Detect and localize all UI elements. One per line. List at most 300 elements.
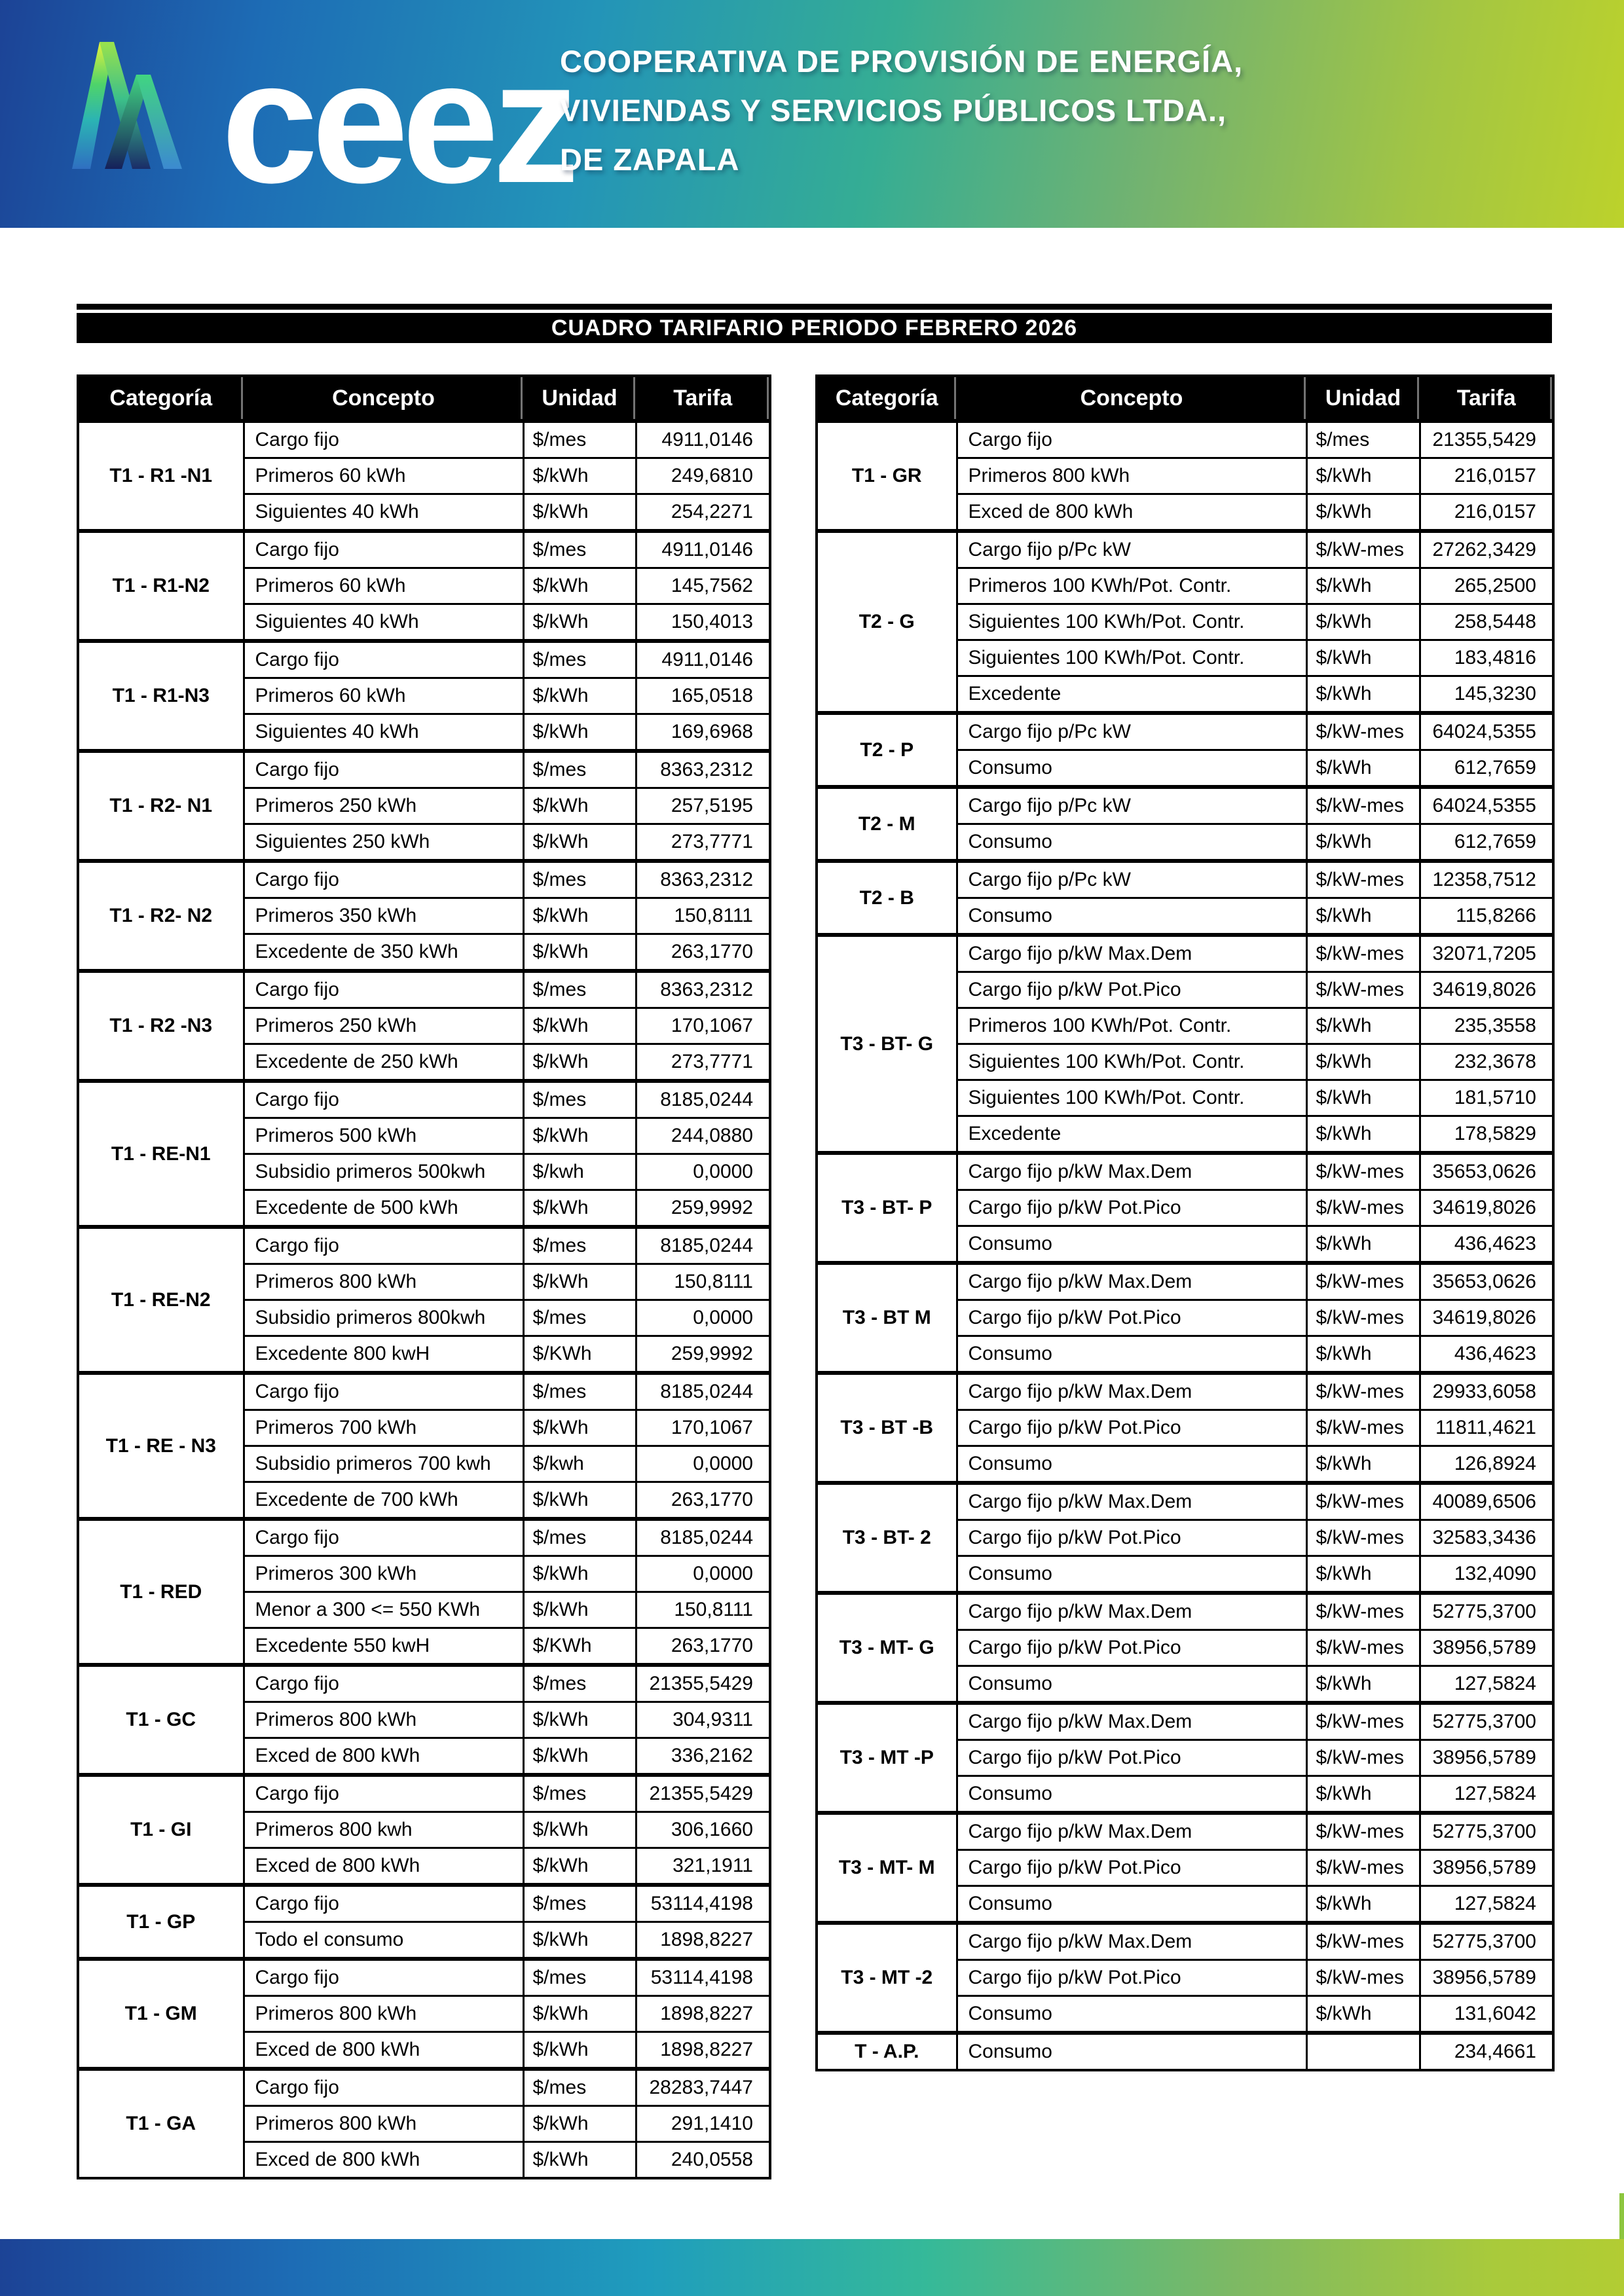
table-row bbox=[817, 2033, 1553, 2070]
unit-cell: $/kWh bbox=[1306, 1226, 1420, 1264]
tarifa-cell: 436,4623 bbox=[1420, 1226, 1553, 1264]
tarifa-cell: 216,0157 bbox=[1420, 494, 1553, 532]
tarifa-cell: 612,7659 bbox=[1420, 824, 1553, 862]
unit-cell: $/kWh bbox=[1306, 604, 1420, 640]
concept-cell: Excedente 800 kwH bbox=[244, 1336, 523, 1374]
concept-cell: Cargo fijo p/Pc kW bbox=[957, 531, 1306, 568]
header-banner bbox=[0, 0, 1624, 228]
table-row bbox=[817, 421, 1553, 458]
tarifa-cell: 263,1770 bbox=[636, 1482, 770, 1520]
unit-cell: $/kWh bbox=[1306, 1116, 1420, 1154]
tarifa-cell: 240,0558 bbox=[636, 2142, 770, 2179]
ceez-logo bbox=[52, 25, 573, 219]
tarifa-cell: 132,4090 bbox=[1420, 1556, 1553, 1594]
tarifa-cell: 38956,5789 bbox=[1420, 1960, 1553, 1996]
table-row bbox=[78, 531, 770, 568]
concept-cell: Cargo fijo p/Pc kW bbox=[957, 713, 1306, 750]
unit-cell: $/kW-mes bbox=[1306, 531, 1420, 568]
unit-cell: $/kWh bbox=[1306, 1776, 1420, 1813]
unit-cell: $/kW-mes bbox=[1306, 1960, 1420, 1996]
concept-cell: Primeros 300 kWh bbox=[244, 1556, 523, 1592]
unit-cell: $/kWh bbox=[523, 1044, 636, 1082]
unit-cell: $/kWh bbox=[1306, 458, 1420, 494]
concept-cell: Cargo fijo bbox=[244, 531, 523, 568]
concept-cell: Exced de 800 kWh bbox=[244, 2032, 523, 2069]
concept-cell: Primeros 350 kWh bbox=[244, 898, 523, 934]
tarifa-cell: 0,0000 bbox=[636, 1154, 770, 1190]
table-row bbox=[817, 787, 1553, 824]
table-row bbox=[78, 1959, 770, 1996]
tarifa-cell: 126,8924 bbox=[1420, 1446, 1553, 1484]
tarifa-cell: 259,9992 bbox=[636, 1336, 770, 1374]
table-row bbox=[78, 1373, 770, 1410]
concept-cell: Cargo fijo p/kW Max.Dem bbox=[957, 935, 1306, 972]
concept-cell: Consumo bbox=[957, 1776, 1306, 1813]
tarifa-cell: 115,8266 bbox=[1420, 898, 1553, 936]
table-row bbox=[817, 713, 1553, 750]
concept-cell: Cargo fijo p/kW Pot.Pico bbox=[957, 1850, 1306, 1886]
concept-cell: Primeros 800 kWh bbox=[957, 458, 1306, 494]
unit-cell: $/kWh bbox=[523, 678, 636, 714]
concept-cell: Cargo fijo p/kW Pot.Pico bbox=[957, 1960, 1306, 1996]
concept-cell: Consumo bbox=[957, 1556, 1306, 1594]
tarifa-cell: 0,0000 bbox=[636, 1300, 770, 1336]
concept-cell: Primeros 800 kWh bbox=[244, 1996, 523, 2032]
unit-cell: $/kWh bbox=[523, 1118, 636, 1154]
tarifa-cell: 53114,4198 bbox=[636, 1885, 770, 1922]
column-header-tarifa: Tarifa bbox=[636, 376, 770, 421]
unit-cell: $/kWh bbox=[523, 898, 636, 934]
tarifa-cell: 34619,8026 bbox=[1420, 972, 1553, 1008]
concept-cell: Cargo fijo p/Pc kW bbox=[957, 787, 1306, 824]
concept-cell: Subsidio primeros 700 kwh bbox=[244, 1446, 523, 1482]
concept-cell: Primeros 250 kWh bbox=[244, 1008, 523, 1044]
tarifa-cell: 21355,5429 bbox=[1420, 421, 1553, 458]
table-row bbox=[78, 751, 770, 788]
concept-cell: Cargo fijo p/kW Max.Dem bbox=[957, 1153, 1306, 1190]
unit-cell: $/kW-mes bbox=[1306, 713, 1420, 750]
tarifa-cell: 273,7771 bbox=[636, 824, 770, 862]
unit-cell: $/kWh bbox=[523, 1996, 636, 2032]
concept-cell: Cargo fijo bbox=[244, 751, 523, 788]
concept-cell: Consumo bbox=[957, 1446, 1306, 1484]
concept-cell: Consumo bbox=[957, 750, 1306, 788]
table-row bbox=[817, 1923, 1553, 1960]
unit-cell: $/kW-mes bbox=[1306, 935, 1420, 972]
unit-cell: $/kWh bbox=[523, 568, 636, 604]
category-cell: T3 - BT- G bbox=[817, 935, 957, 1153]
concept-cell: Cargo fijo bbox=[244, 421, 523, 458]
table-row bbox=[817, 1153, 1553, 1190]
concept-cell: Cargo fijo bbox=[244, 1373, 523, 1410]
unit-cell: $/mes bbox=[523, 751, 636, 788]
tarifa-cell: 291,1410 bbox=[636, 2106, 770, 2142]
logo-text: ceez bbox=[221, 25, 573, 219]
unit-cell: $/kWh bbox=[523, 2032, 636, 2069]
concept-cell: Siguientes 100 KWh/Pot. Contr. bbox=[957, 1080, 1306, 1116]
concept-cell: Primeros 60 kWh bbox=[244, 568, 523, 604]
unit-cell: $/kW-mes bbox=[1306, 1263, 1420, 1300]
category-cell: T3 - BT M bbox=[817, 1263, 957, 1373]
unit-cell: $/kWh bbox=[523, 2142, 636, 2179]
unit-cell: $/kW-mes bbox=[1306, 1410, 1420, 1446]
table-row bbox=[78, 861, 770, 898]
unit-cell: $/kW-mes bbox=[1306, 972, 1420, 1008]
tarifa-cell: 8185,0244 bbox=[636, 1519, 770, 1556]
concept-cell: Cargo fijo bbox=[244, 1885, 523, 1922]
tarifa-cell: 40089,6506 bbox=[1420, 1483, 1553, 1520]
tarifa-cell: 32071,7205 bbox=[1420, 935, 1553, 972]
category-cell: T1 - R2- N2 bbox=[78, 861, 244, 971]
tarifa-cell: 38956,5789 bbox=[1420, 1850, 1553, 1886]
category-cell: T3 - BT- P bbox=[817, 1153, 957, 1263]
unit-cell: $/mes bbox=[523, 1300, 636, 1336]
concept-cell: Siguientes 40 kWh bbox=[244, 604, 523, 642]
concept-cell: Excedente bbox=[957, 1116, 1306, 1154]
tarifa-cell: 263,1770 bbox=[636, 934, 770, 972]
table-row bbox=[817, 1593, 1553, 1630]
concept-cell: Subsidio primeros 500kwh bbox=[244, 1154, 523, 1190]
unit-cell: $/kW-mes bbox=[1306, 1630, 1420, 1666]
tarifa-cell: 257,5195 bbox=[636, 788, 770, 824]
tarifa-cell: 64024,5355 bbox=[1420, 787, 1553, 824]
tariff-table bbox=[815, 374, 1555, 2071]
concept-cell: Cargo fijo bbox=[244, 1519, 523, 1556]
unit-cell: $/kW-mes bbox=[1306, 1300, 1420, 1336]
concept-cell: Primeros 500 kWh bbox=[244, 1118, 523, 1154]
category-cell: T1 - R1-N3 bbox=[78, 641, 244, 751]
table-row bbox=[78, 1227, 770, 1264]
concept-cell: Siguientes 100 KWh/Pot. Contr. bbox=[957, 604, 1306, 640]
concept-cell: Siguientes 100 KWh/Pot. Contr. bbox=[957, 640, 1306, 676]
concept-cell: Primeros 60 kWh bbox=[244, 678, 523, 714]
tarifa-cell: 216,0157 bbox=[1420, 458, 1553, 494]
concept-cell: Cargo fijo p/kW Pot.Pico bbox=[957, 972, 1306, 1008]
concept-cell: Primeros 100 KWh/Pot. Contr. bbox=[957, 1008, 1306, 1044]
category-cell: T1 - RE-N1 bbox=[78, 1081, 244, 1227]
unit-cell: $/mes bbox=[523, 1519, 636, 1556]
unit-cell: $/kW-mes bbox=[1306, 1740, 1420, 1776]
tarifa-cell: 150,8111 bbox=[636, 1592, 770, 1628]
unit-cell: $/kW-mes bbox=[1306, 1813, 1420, 1850]
concept-cell: Cargo fijo p/kW Max.Dem bbox=[957, 1373, 1306, 1410]
tarifa-cell: 336,2162 bbox=[636, 1738, 770, 1776]
unit-cell: $/kWh bbox=[523, 1592, 636, 1628]
tarifa-cell: 8363,2312 bbox=[636, 751, 770, 788]
tarifa-cell: 232,3678 bbox=[1420, 1044, 1553, 1080]
organization-name-line: COOPERATIVA DE PROVISIÓN DE ENERGÍA, bbox=[560, 44, 1244, 79]
concept-cell: Excedente de 500 kWh bbox=[244, 1190, 523, 1228]
concept-cell: Consumo bbox=[957, 1666, 1306, 1704]
unit-cell: $/mes bbox=[523, 1081, 636, 1118]
concept-cell: Cargo fijo bbox=[244, 1665, 523, 1702]
category-cell: T3 - BT -B bbox=[817, 1373, 957, 1483]
concept-cell: Cargo fijo p/kW Max.Dem bbox=[957, 1263, 1306, 1300]
tarifa-cell: 273,7771 bbox=[636, 1044, 770, 1082]
tarifa-cell: 4911,0146 bbox=[636, 531, 770, 568]
tarifa-cell: 35653,0626 bbox=[1420, 1153, 1553, 1190]
tarifa-cell: 254,2271 bbox=[636, 494, 770, 532]
unit-cell: $/kWh bbox=[1306, 898, 1420, 936]
category-cell: T1 - RED bbox=[78, 1519, 244, 1665]
category-cell: T2 - P bbox=[817, 713, 957, 787]
unit-cell: $/kW-mes bbox=[1306, 1850, 1420, 1886]
tarifa-cell: 38956,5789 bbox=[1420, 1740, 1553, 1776]
tarifa-cell: 1898,8227 bbox=[636, 1922, 770, 1959]
unit-cell: $/kWh bbox=[1306, 676, 1420, 714]
unit-cell: $/kWh bbox=[523, 1008, 636, 1044]
concept-cell: Primeros 700 kWh bbox=[244, 1410, 523, 1446]
unit-cell: $/kWh bbox=[523, 458, 636, 494]
unit-cell: $/kWh bbox=[1306, 1080, 1420, 1116]
table-row bbox=[817, 531, 1553, 568]
tarifa-cell: 165,0518 bbox=[636, 678, 770, 714]
tarifa-cell: 178,5829 bbox=[1420, 1116, 1553, 1154]
category-cell: T3 - BT- 2 bbox=[817, 1483, 957, 1593]
unit-cell: $/KWh bbox=[523, 1628, 636, 1666]
unit-cell: $/kW-mes bbox=[1306, 1923, 1420, 1960]
concept-cell: Consumo bbox=[957, 824, 1306, 862]
category-cell: T2 - G bbox=[817, 531, 957, 713]
category-cell: T1 - GI bbox=[78, 1775, 244, 1885]
tarifa-cell: 52775,3700 bbox=[1420, 1813, 1553, 1850]
tarifa-cell: 4911,0146 bbox=[636, 641, 770, 678]
tarifa-cell: 11811,4621 bbox=[1420, 1410, 1553, 1446]
unit-cell: $/kWh bbox=[523, 1482, 636, 1520]
concept-cell: Primeros 800 kWh bbox=[244, 1264, 523, 1300]
concept-cell: Primeros 800 kWh bbox=[244, 1702, 523, 1738]
tarifa-cell: 0,0000 bbox=[636, 1446, 770, 1482]
unit-cell: $/mes bbox=[523, 421, 636, 458]
tarifa-cell: 183,4816 bbox=[1420, 640, 1553, 676]
table-row bbox=[817, 1813, 1553, 1850]
unit-cell: $/kWh bbox=[1306, 1666, 1420, 1704]
tarifa-cell: 52775,3700 bbox=[1420, 1923, 1553, 1960]
organization-name bbox=[560, 37, 1542, 184]
unit-cell: $/kWh bbox=[1306, 1336, 1420, 1374]
tarifa-cell: 64024,5355 bbox=[1420, 713, 1553, 750]
unit-cell: $/kWh bbox=[523, 1556, 636, 1592]
unit-cell: $/kWh bbox=[523, 1922, 636, 1959]
concept-cell: Cargo fijo p/kW Max.Dem bbox=[957, 1593, 1306, 1630]
tarifa-cell: 259,9992 bbox=[636, 1190, 770, 1228]
category-cell: T2 - B bbox=[817, 861, 957, 935]
unit-cell: $/kWh bbox=[523, 1702, 636, 1738]
table-row bbox=[817, 1263, 1553, 1300]
tarifa-cell: 131,6042 bbox=[1420, 1996, 1553, 2033]
tarifa-cell: 145,7562 bbox=[636, 568, 770, 604]
unit-cell: $/kWh bbox=[523, 934, 636, 972]
concept-cell: Cargo fijo p/kW Max.Dem bbox=[957, 1923, 1306, 1960]
unit-cell: $/kW-mes bbox=[1306, 861, 1420, 898]
category-cell: T1 - GA bbox=[78, 2069, 244, 2178]
concept-cell: Primeros 60 kWh bbox=[244, 458, 523, 494]
concept-cell: Siguientes 40 kWh bbox=[244, 494, 523, 532]
tarifa-cell: 234,4661 bbox=[1420, 2033, 1553, 2070]
tarifa-cell: 145,3230 bbox=[1420, 676, 1553, 714]
unit-cell: $/kWh bbox=[523, 1848, 636, 1886]
tarifa-cell: 304,9311 bbox=[636, 1702, 770, 1738]
unit-cell: $/kWh bbox=[1306, 1446, 1420, 1484]
concept-cell: Excedente bbox=[957, 676, 1306, 714]
tarifa-cell: 235,3558 bbox=[1420, 1008, 1553, 1044]
concept-cell: Consumo bbox=[957, 1886, 1306, 1923]
tariff-table-right-container bbox=[815, 374, 1555, 2071]
unit-cell: $/kWh bbox=[1306, 1556, 1420, 1594]
tarifa-cell: 306,1660 bbox=[636, 1812, 770, 1848]
tarifa-cell: 52775,3700 bbox=[1420, 1593, 1553, 1630]
tarifa-cell: 34619,8026 bbox=[1420, 1190, 1553, 1226]
category-cell: T1 - R1-N2 bbox=[78, 531, 244, 641]
concept-cell: Cargo fijo p/kW Pot.Pico bbox=[957, 1190, 1306, 1226]
concept-cell: Primeros 100 KWh/Pot. Contr. bbox=[957, 568, 1306, 604]
concept-cell: Excedente de 350 kWh bbox=[244, 934, 523, 972]
concept-cell: Cargo fijo p/kW Max.Dem bbox=[957, 1483, 1306, 1520]
unit-cell: $/mes bbox=[523, 1665, 636, 1702]
tarifa-cell: 28283,7447 bbox=[636, 2069, 770, 2106]
unit-cell: $/kwh bbox=[523, 1154, 636, 1190]
unit-cell: $/kWh bbox=[523, 824, 636, 862]
concept-cell: Cargo fijo bbox=[244, 1775, 523, 1812]
tarifa-cell: 8185,0244 bbox=[636, 1373, 770, 1410]
concept-cell: Primeros 250 kWh bbox=[244, 788, 523, 824]
unit-cell: $/KWh bbox=[523, 1336, 636, 1374]
title-top-strip bbox=[77, 304, 1552, 310]
table-row bbox=[817, 1703, 1553, 1740]
concept-cell: Cargo fijo p/kW Pot.Pico bbox=[957, 1630, 1306, 1666]
tarifa-cell: 21355,5429 bbox=[636, 1665, 770, 1702]
unit-cell: $/mes bbox=[523, 1885, 636, 1922]
unit-cell: $/kWh bbox=[1306, 1008, 1420, 1044]
category-cell: T3 - MT- G bbox=[817, 1593, 957, 1703]
tarifa-cell: 38956,5789 bbox=[1420, 1630, 1553, 1666]
category-cell: T1 - GP bbox=[78, 1885, 244, 1959]
concept-cell: Cargo fijo bbox=[957, 421, 1306, 458]
unit-cell: $/kWh bbox=[1306, 568, 1420, 604]
unit-cell: $/mes bbox=[523, 531, 636, 568]
category-cell: T1 - GR bbox=[817, 421, 957, 531]
concept-cell: Siguientes 100 KWh/Pot. Contr. bbox=[957, 1044, 1306, 1080]
concept-cell: Cargo fijo p/kW Pot.Pico bbox=[957, 1740, 1306, 1776]
category-cell: T - A.P. bbox=[817, 2033, 957, 2070]
unit-cell: $/kWh bbox=[523, 494, 636, 532]
concept-cell: Exced de 800 kWh bbox=[244, 1848, 523, 1886]
tariff-table-left-container bbox=[77, 374, 771, 2179]
concept-cell: Primeros 800 kWh bbox=[244, 2106, 523, 2142]
organization-name-line: DE ZAPALA bbox=[560, 142, 740, 177]
table-row bbox=[78, 1775, 770, 1812]
concept-cell: Siguientes 250 kWh bbox=[244, 824, 523, 862]
concept-cell: Excedente de 250 kWh bbox=[244, 1044, 523, 1082]
unit-cell: $/kWh bbox=[1306, 1044, 1420, 1080]
tarifa-cell: 1898,8227 bbox=[636, 1996, 770, 2032]
concept-cell: Excedente 550 kwH bbox=[244, 1628, 523, 1666]
tarifa-cell: 170,1067 bbox=[636, 1008, 770, 1044]
concept-cell: Consumo bbox=[957, 1226, 1306, 1264]
concept-cell: Cargo fijo bbox=[244, 2069, 523, 2106]
column-header-categoria: Categoría bbox=[78, 376, 244, 421]
tarifa-cell: 8363,2312 bbox=[636, 861, 770, 898]
tarifa-cell: 127,5824 bbox=[1420, 1886, 1553, 1923]
concept-cell: Cargo fijo bbox=[244, 1081, 523, 1118]
column-header-categoria: Categoría bbox=[817, 376, 957, 421]
unit-cell: $/kW-mes bbox=[1306, 787, 1420, 824]
tarifa-cell: 0,0000 bbox=[636, 1556, 770, 1592]
unit-cell: $/mes bbox=[523, 1959, 636, 1996]
unit-cell: $/kW-mes bbox=[1306, 1520, 1420, 1556]
concept-cell: Cargo fijo bbox=[244, 861, 523, 898]
table-row bbox=[817, 935, 1553, 972]
unit-cell: $/kWh bbox=[523, 788, 636, 824]
unit-cell: $/kWh bbox=[523, 1738, 636, 1776]
title-block bbox=[77, 304, 1552, 343]
table-row bbox=[78, 641, 770, 678]
tarifa-cell: 249,6810 bbox=[636, 458, 770, 494]
category-cell: T3 - MT -P bbox=[817, 1703, 957, 1813]
tarifa-cell: 8363,2312 bbox=[636, 971, 770, 1008]
column-header-unidad: Unidad bbox=[1306, 376, 1420, 421]
footer-gradient-bar bbox=[0, 2239, 1624, 2296]
tarifa-cell: 150,8111 bbox=[636, 898, 770, 934]
concept-cell: Cargo fijo p/kW Max.Dem bbox=[957, 1703, 1306, 1740]
unit-cell: $/kW-mes bbox=[1306, 1483, 1420, 1520]
tarifa-cell: 181,5710 bbox=[1420, 1080, 1553, 1116]
concept-cell: Cargo fijo p/kW Max.Dem bbox=[957, 1813, 1306, 1850]
organization-name-line: VIVIENDAS Y SERVICIOS PÚBLICOS LTDA., bbox=[560, 93, 1227, 128]
concept-cell: Cargo fijo bbox=[244, 1959, 523, 1996]
unit-cell: $/kWh bbox=[523, 1264, 636, 1300]
table-row bbox=[78, 1665, 770, 1702]
table-row bbox=[78, 1885, 770, 1922]
unit-cell: $/mes bbox=[523, 971, 636, 1008]
unit-cell: $/kW-mes bbox=[1306, 1373, 1420, 1410]
tarifa-cell: 170,1067 bbox=[636, 1410, 770, 1446]
column-header-concepto: Concepto bbox=[244, 376, 523, 421]
unit-cell: $/mes bbox=[523, 1227, 636, 1264]
unit-cell: $/kWh bbox=[523, 1410, 636, 1446]
concept-cell: Cargo fijo p/kW Pot.Pico bbox=[957, 1410, 1306, 1446]
mountain-peaks-icon bbox=[52, 38, 193, 172]
unit-cell: $/mes bbox=[523, 1373, 636, 1410]
tarifa-cell: 52775,3700 bbox=[1420, 1703, 1553, 1740]
unit-cell: $/mes bbox=[1306, 421, 1420, 458]
category-cell: T1 - GC bbox=[78, 1665, 244, 1775]
unit-cell: $/kW-mes bbox=[1306, 1153, 1420, 1190]
category-cell: T2 - M bbox=[817, 787, 957, 861]
tariff-table bbox=[77, 374, 771, 2179]
unit-cell: $/kW-mes bbox=[1306, 1190, 1420, 1226]
concept-cell: Cargo fijo bbox=[244, 1227, 523, 1264]
tarifa-cell: 244,0880 bbox=[636, 1118, 770, 1154]
tarifa-cell: 12358,7512 bbox=[1420, 861, 1553, 898]
tarifa-cell: 29933,6058 bbox=[1420, 1373, 1553, 1410]
tarifa-cell: 21355,5429 bbox=[636, 1775, 770, 1812]
page-title: CUADRO TARIFARIO PERIODO FEBRERO 2026 bbox=[77, 313, 1552, 343]
concept-cell: Exced de 800 kWh bbox=[244, 2142, 523, 2179]
unit-cell: $/kWh bbox=[1306, 640, 1420, 676]
column-header-tarifa: Tarifa bbox=[1420, 376, 1553, 421]
concept-cell: Todo el consumo bbox=[244, 1922, 523, 1959]
category-cell: T1 - R2 -N3 bbox=[78, 971, 244, 1081]
table-row bbox=[78, 2069, 770, 2106]
concept-cell: Siguientes 40 kWh bbox=[244, 714, 523, 752]
unit-cell: $/kWh bbox=[1306, 1996, 1420, 2033]
unit-cell: $/kW-mes bbox=[1306, 1593, 1420, 1630]
category-cell: T1 - R2- N1 bbox=[78, 751, 244, 861]
table-row bbox=[817, 1373, 1553, 1410]
concept-cell: Cargo fijo p/kW Pot.Pico bbox=[957, 1520, 1306, 1556]
tarifa-cell: 53114,4198 bbox=[636, 1959, 770, 1996]
